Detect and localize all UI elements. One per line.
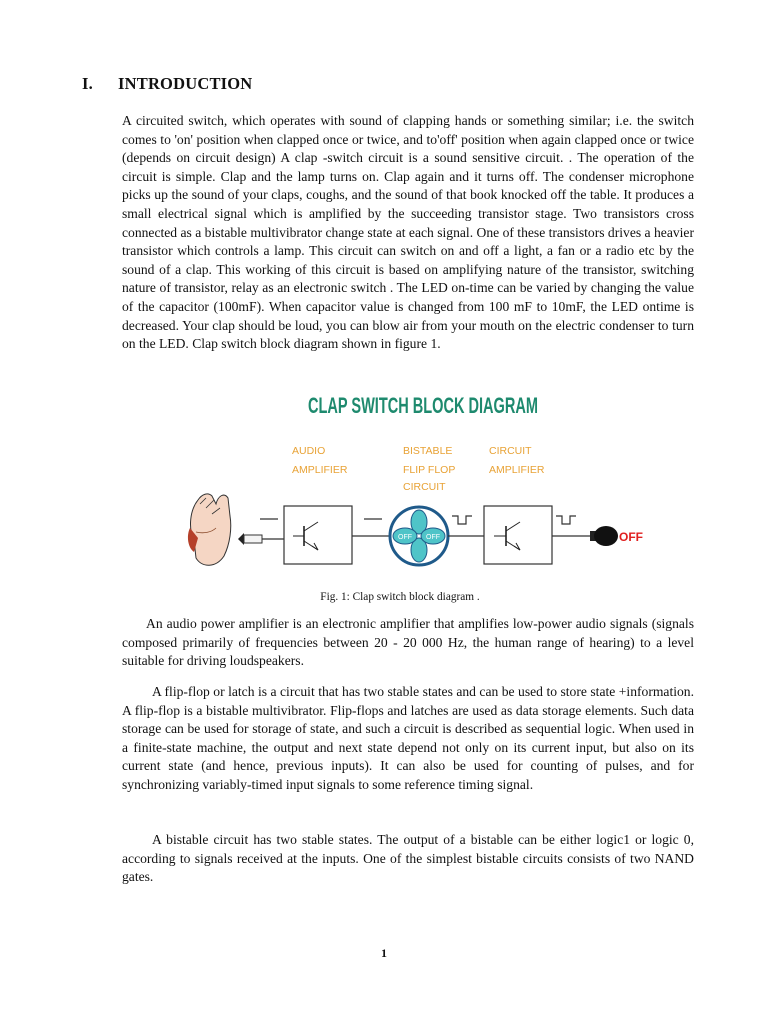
- petal-left-label: OFF: [398, 534, 412, 541]
- section-heading: [82, 74, 252, 94]
- bistable-paragraph: A bistable circuit has two stable states. The output of a bistable can be either logic1 or logic 0, according to signals received at the inputs. One of the simplest bistable circuits consists of two NAND gates.: [122, 832, 694, 885]
- pulse-mark: [556, 516, 576, 524]
- diagram-title: CLAP SWITCH BLOCK DIAGRAM: [308, 393, 538, 418]
- petal-right-label: OFF: [426, 534, 440, 541]
- lamp-status-label: OFF: [619, 530, 643, 544]
- intro-paragraph: A circuited switch, which operates with sound of clapping hands or something similar; i.e. the switch comes to 'on' position when clapped once or twice, and to'off' position when again clapped once or twice (depends on circuit design) A clap -switch circuit is a sound sensitive circuit. . The operation of the circuit is simple. Clap and the lamp turns on. Clap again and it turns off. The condenser microphone picks up the sound of your claps, coughs, and the sound of that book knocked off the table. It produces a small electrical signal which is amplified by the succeeding transistor stage. Two transistors cross connected as a bistable multivibrator change state at each signal. One of these transistors drives a heavier transistor which controls a lamp. This circuit can switch on and off a light, a fan or a radio etc by the sound of a clap. This working of this circuit is based on amplifying nature of the transistor, switching nature of transistor, relay as an electronic switch . The LED on-time can be varied by changing the value of the capacitor (100mF). When capacitor value is changed from 100 mF to 10mF, the LED ontime is decreased. Your clap should be loud, you can blow air from your mouth on the electric condenser to turn on the LED. Clap switch block diagram shown in figure 1.: [122, 113, 694, 352]
- section-title: INTRODUCTION: [118, 74, 253, 93]
- label-audio-line2: AMPLIFIER: [292, 464, 348, 476]
- label-circuit-line2: AMPLIFIER: [489, 464, 545, 476]
- lamp-icon: [590, 526, 618, 546]
- amplifier-paragraph: An audio power amplifier is an electronic amplifier that amplifies low-power audio signals (signals composed primarily of frequencies between 20 - 20 000 Hz, the human range of hearing) to a level suitable for driving loudspeakers.: [122, 616, 694, 669]
- label-bistable-line2: FLIP FLOP: [403, 464, 456, 476]
- label-bistable-line3: CIRCUIT: [403, 481, 446, 493]
- clap-switch-block-diagram: [186, 388, 656, 588]
- section-number: I.: [82, 74, 93, 93]
- figure-caption: Fig. 1: Clap switch block diagram .: [320, 591, 480, 603]
- circuit-amplifier-block: [484, 506, 552, 564]
- flipflop-paragraph: A flip-flop or latch is a circuit that has two stable states and can be used to store state +information. A flip-flop is a bistable multivibrator. Flip-flops and latches are used as data storage elements. Such data storage can be used for storage of state, and such a circuit is described as sequential logic. When used in a finite-state machine, the output and next state depend not only on its current input, but also on its current state (and hence, previous inputs). It can also be used for counting of pulses, and for synchronizing variably-timed input signals to some reference timing signal.: [122, 684, 694, 792]
- bistable-flipflop-block: [390, 507, 448, 565]
- page-number: 1: [381, 946, 387, 960]
- label-bistable-line1: BISTABLE: [403, 445, 453, 457]
- label-audio-line1: AUDIO: [292, 445, 326, 457]
- label-circuit-line1: CIRCUIT: [489, 445, 532, 457]
- microphone-icon: [238, 533, 284, 545]
- clapping-hand-icon: [188, 494, 231, 565]
- audio-amplifier-block: [284, 506, 352, 564]
- pulse-mark: [452, 516, 472, 524]
